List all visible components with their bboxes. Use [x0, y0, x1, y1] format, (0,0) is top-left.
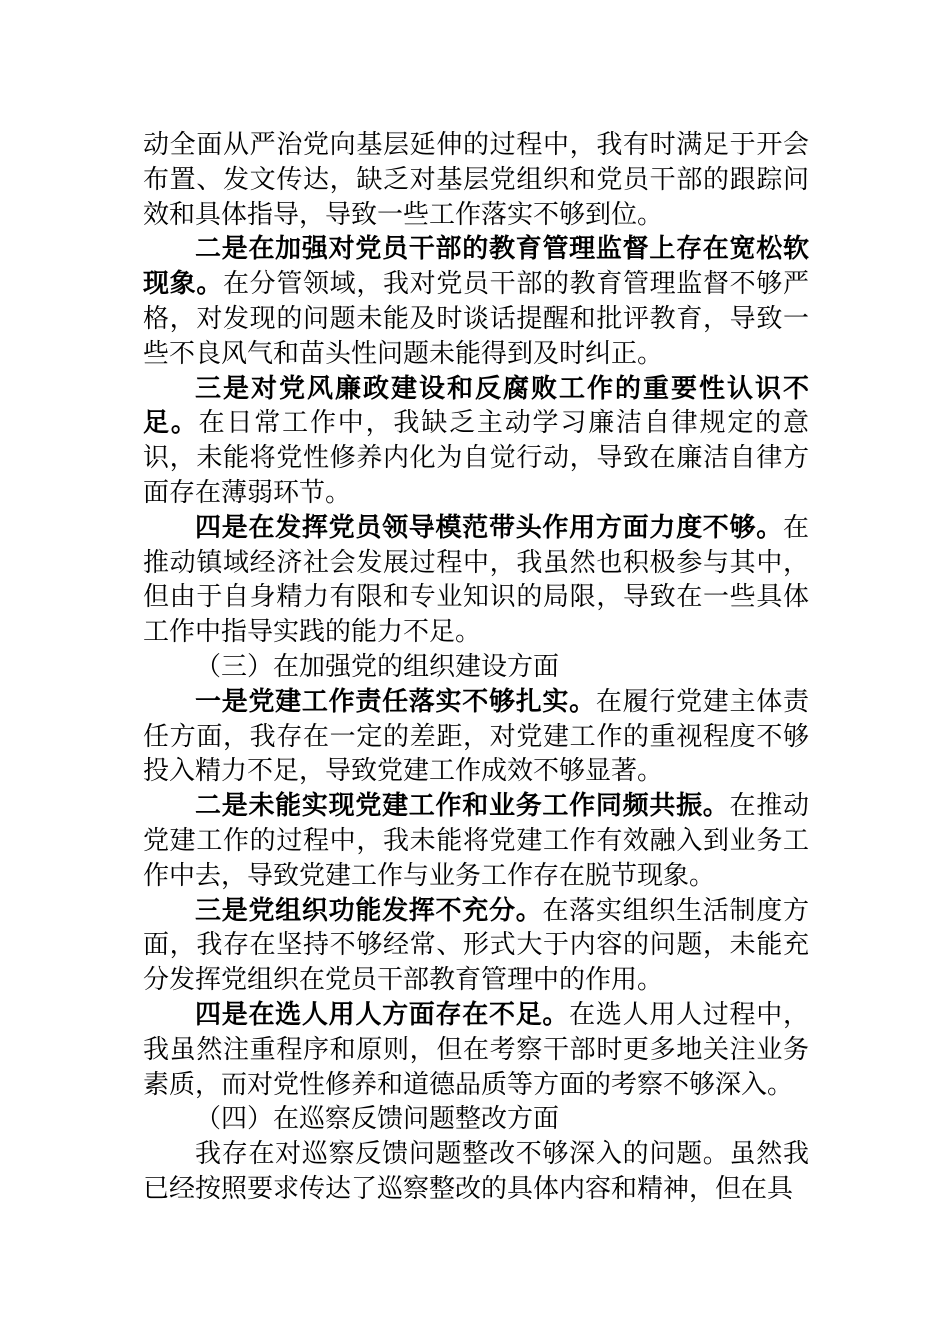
paragraph-lead: 四是在选人用人方面存在不足。: [195, 999, 570, 1030]
paragraph-item-2-1: [143, 232, 809, 371]
paragraph-lead: 三是党组织功能发挥不充分。: [195, 895, 543, 926]
paragraph-body: 在推动党建工作的过程中，我未能将党建工作有效融入到业务工作中去，导致党建工作与业务工作存在脱节现象。: [143, 791, 809, 891]
paragraph-body: 我存在对巡察反馈问题整改不够深入的问题。虽然我已经按照要求传达了巡察整改的具体内容和精神，但在具: [143, 1139, 809, 1204]
paragraph-body: 在履行党建主体责任方面，我存在一定的差距，对党建工作的重视程度不够投入精力不足，导致党建工作成效不够显著。: [143, 686, 809, 787]
paragraph-lead: 四是在发挥党员领导模范带头作用方面力度不够。: [195, 512, 783, 543]
paragraph-body: 动全面从严治党向基层延伸的过程中，我有时满足于开会布置、发文传达，缺乏对基层党组织和党员干部的跟踪问效和具体指导，导致一些工作落实不够到位。: [143, 130, 809, 230]
paragraph-item-3-4: [143, 998, 809, 1102]
section-heading-3: （三）在加强党的组织建设方面: [195, 651, 560, 682]
paragraph-lead: 二是未能实现党建工作和业务工作同频共振。: [195, 791, 730, 822]
paragraph-lead: 二是在加强对党员干部的教育管理监督上存在宽松软现象。: [143, 234, 809, 300]
paragraph-item-4-intro: [143, 1137, 809, 1207]
section-heading-4: （四）在巡察反馈问题整改方面: [195, 1104, 560, 1135]
paragraph-body: 在分管领域，我对党员干部的教育管理监督不够严格，对发现的问题未能及时谈话提醒和批评教育，导致一些不良风气和苗头性问题未能得到及时纠正。: [143, 269, 809, 369]
paragraph-body: 在日常工作中，我缺乏主动学习廉洁自律规定的意识，未能将党性修养内化为自觉行动，导致在廉洁自律方面存在薄弱环节。: [143, 408, 809, 508]
paragraph-item-3-2: [143, 789, 809, 893]
paragraph-item-3-3: [143, 894, 809, 998]
document-page: [143, 128, 809, 1207]
paragraph-body: 在推动镇域经济社会发展过程中，我虽然也积极参与其中，但由于自身精力有限和专业知识的局限，导致在一些具体工作中指导实践的能力不足。: [143, 512, 809, 648]
paragraph-body: 在落实组织生活制度方面，我存在坚持不够经常、形式大于内容的问题，未能充分发挥党组织在党员干部教育管理中的作用。: [143, 895, 809, 996]
paragraph-continuation: [143, 128, 809, 232]
paragraph-item-2-2: [143, 372, 809, 511]
paragraph-body: 在选人用人过程中，我虽然注重程序和原则，但在考察干部时更多地关注业务素质，而对党性修养和道德品质等方面的考察不够深入。: [143, 999, 809, 1100]
paragraph-lead: 三是对党风廉政建设和反腐败工作的重要性认识不足。: [143, 373, 809, 439]
paragraph-item-3-1: [143, 685, 809, 789]
paragraph-item-2-3: [143, 511, 809, 650]
paragraph-lead: 一是党建工作责任落实不够扎实。: [195, 686, 596, 717]
